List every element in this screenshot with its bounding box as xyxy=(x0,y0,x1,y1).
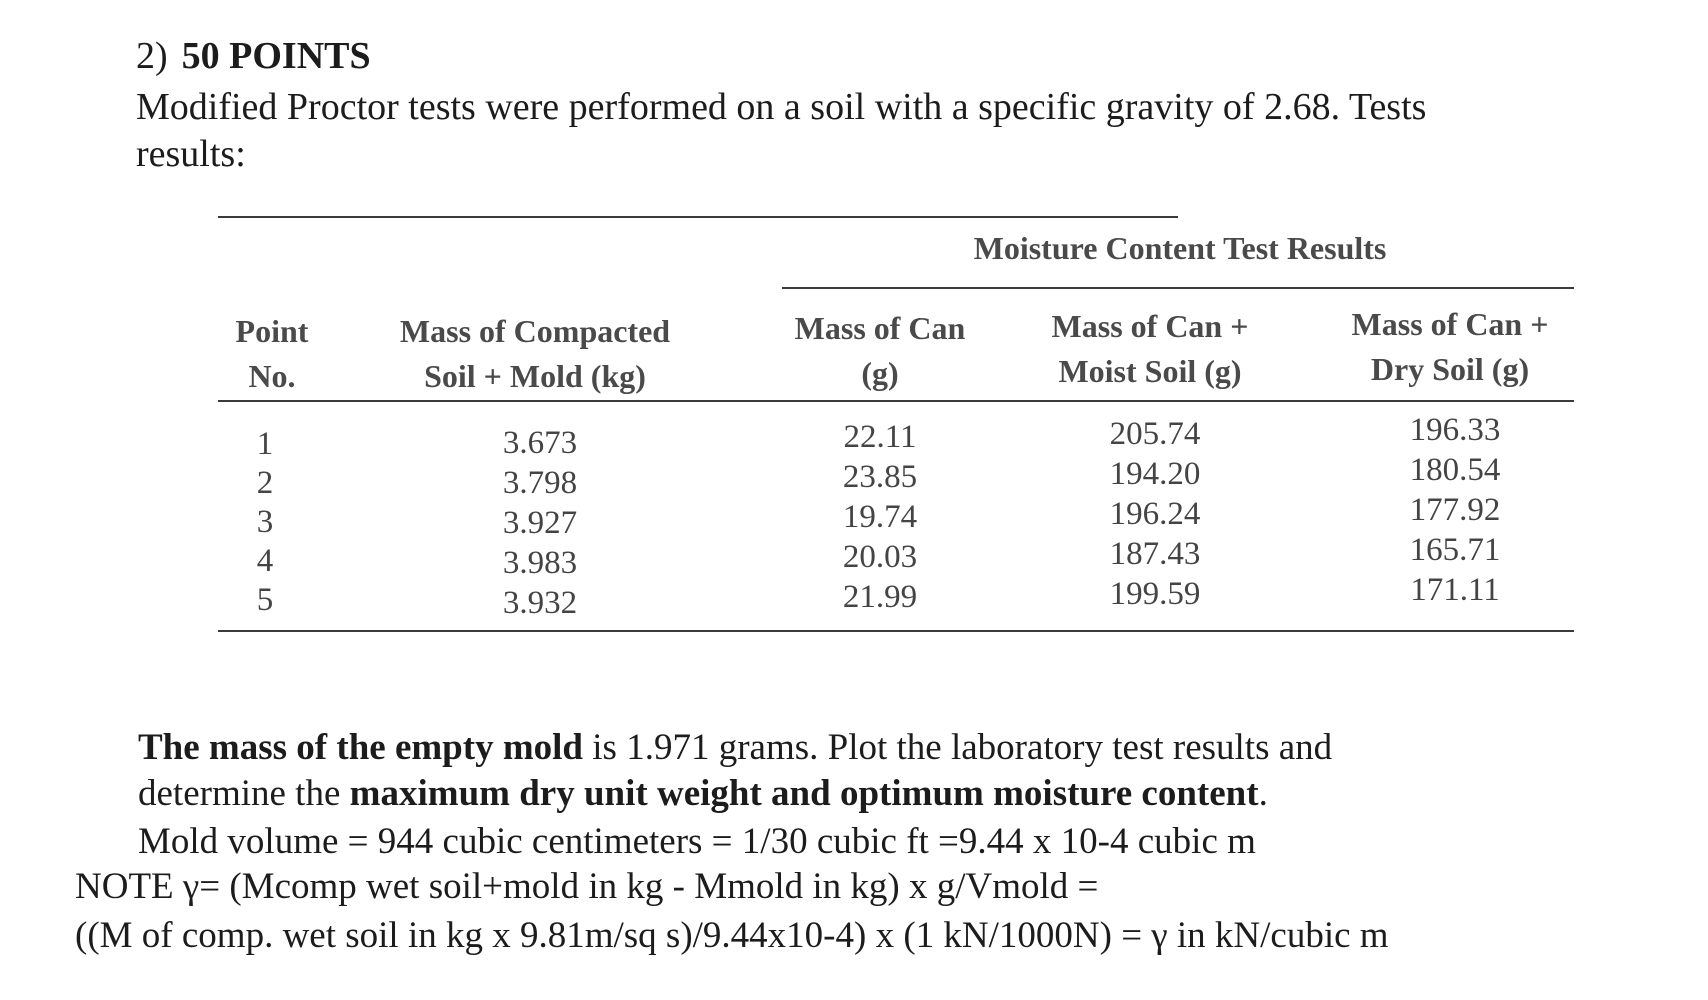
table-cell: 196.33 xyxy=(1409,412,1501,448)
question-intro xyxy=(136,84,1426,178)
table-cell: 21.99 xyxy=(842,579,918,615)
question-points: 50 POINTS xyxy=(181,35,371,77)
column-dry xyxy=(1380,410,1530,610)
intro-line-1: Modified Proctor tests were performed on a soil with a specific gravity of 2.68. Tests xyxy=(136,86,1427,128)
table-cell: 196.24 xyxy=(1109,496,1201,532)
table-cell: 187.43 xyxy=(1109,536,1201,572)
instruction-line-3: Mold volume = 944 cubic centimeters = 1/30 cubic ft =9.44 x 10-4 cubic m xyxy=(138,821,1256,862)
table-cell: 180.54 xyxy=(1409,452,1501,488)
table-cell: 199.59 xyxy=(1109,576,1201,612)
group-header: Moisture Content Test Results xyxy=(973,230,1387,266)
header-point: Point No. xyxy=(235,313,309,394)
column-compacted xyxy=(470,423,610,623)
column-point xyxy=(245,425,285,620)
instruction-line-1: The mass of the empty mold is 1.971 grams. Plot the laboratory test results and xyxy=(138,727,1333,768)
table-cell: 205.74 xyxy=(1109,416,1201,452)
column-can xyxy=(810,417,950,617)
table-cell: 3.932 xyxy=(502,585,578,621)
header-dry: Mass of Can + Dry Soil (g) xyxy=(1351,306,1549,387)
table-cell: 194.20 xyxy=(1109,456,1201,492)
instruction-line-2: determine the maximum dry unit weight and optimum moisture content. xyxy=(138,773,1268,814)
question-heading xyxy=(136,34,371,78)
empty-mold-label: The mass of the empty mold xyxy=(138,727,584,768)
intro-line-2: results: xyxy=(136,133,246,175)
question-number: 2) xyxy=(136,35,168,77)
table-cell: 3.927 xyxy=(502,505,578,541)
note-line-2: ((M of comp. wet soil in kg x 9.81m/sq s)/9.44x10-4) x (1 kN/1000N) = γ in kN/cubic m xyxy=(75,915,1389,956)
column-moist xyxy=(1080,414,1230,614)
table-cell: 5 xyxy=(256,582,274,618)
header-bottom-rule xyxy=(218,400,1574,402)
table-cell: 165.71 xyxy=(1409,532,1501,568)
table-cell: 3.673 xyxy=(502,425,578,461)
header-can: Mass of Can (g) xyxy=(794,310,966,391)
table-top-rule xyxy=(218,216,1178,218)
header-moist: Mass of Can + Moist Soil (g) xyxy=(1051,308,1249,389)
group-header-rule xyxy=(782,287,1574,289)
table-cell: 22.11 xyxy=(843,419,917,455)
table-cell: 3.798 xyxy=(502,465,578,501)
table-cell: 3.983 xyxy=(502,545,578,581)
table-cell: 171.11 xyxy=(1410,572,1500,608)
table-cell: 20.03 xyxy=(842,539,918,575)
table-cell: 177.92 xyxy=(1409,492,1501,528)
table-bottom-rule xyxy=(218,630,1574,632)
header-compacted: Mass of Compacted Soil + Mold (kg) xyxy=(399,313,671,394)
note-line-1: NOTE γ= (Mcomp wet soil+mold in kg - Mmold in kg) x g/Vmold = xyxy=(75,866,1099,907)
task-emphasis: maximum dry unit weight and optimum moisture content xyxy=(349,773,1259,814)
table-cell: 23.85 xyxy=(842,459,918,495)
table-cell: 1 xyxy=(256,426,274,462)
table-cell: 19.74 xyxy=(842,499,918,535)
table-cell: 3 xyxy=(256,504,274,540)
table-cell: 4 xyxy=(256,543,274,579)
table-cell: 2 xyxy=(256,465,274,501)
